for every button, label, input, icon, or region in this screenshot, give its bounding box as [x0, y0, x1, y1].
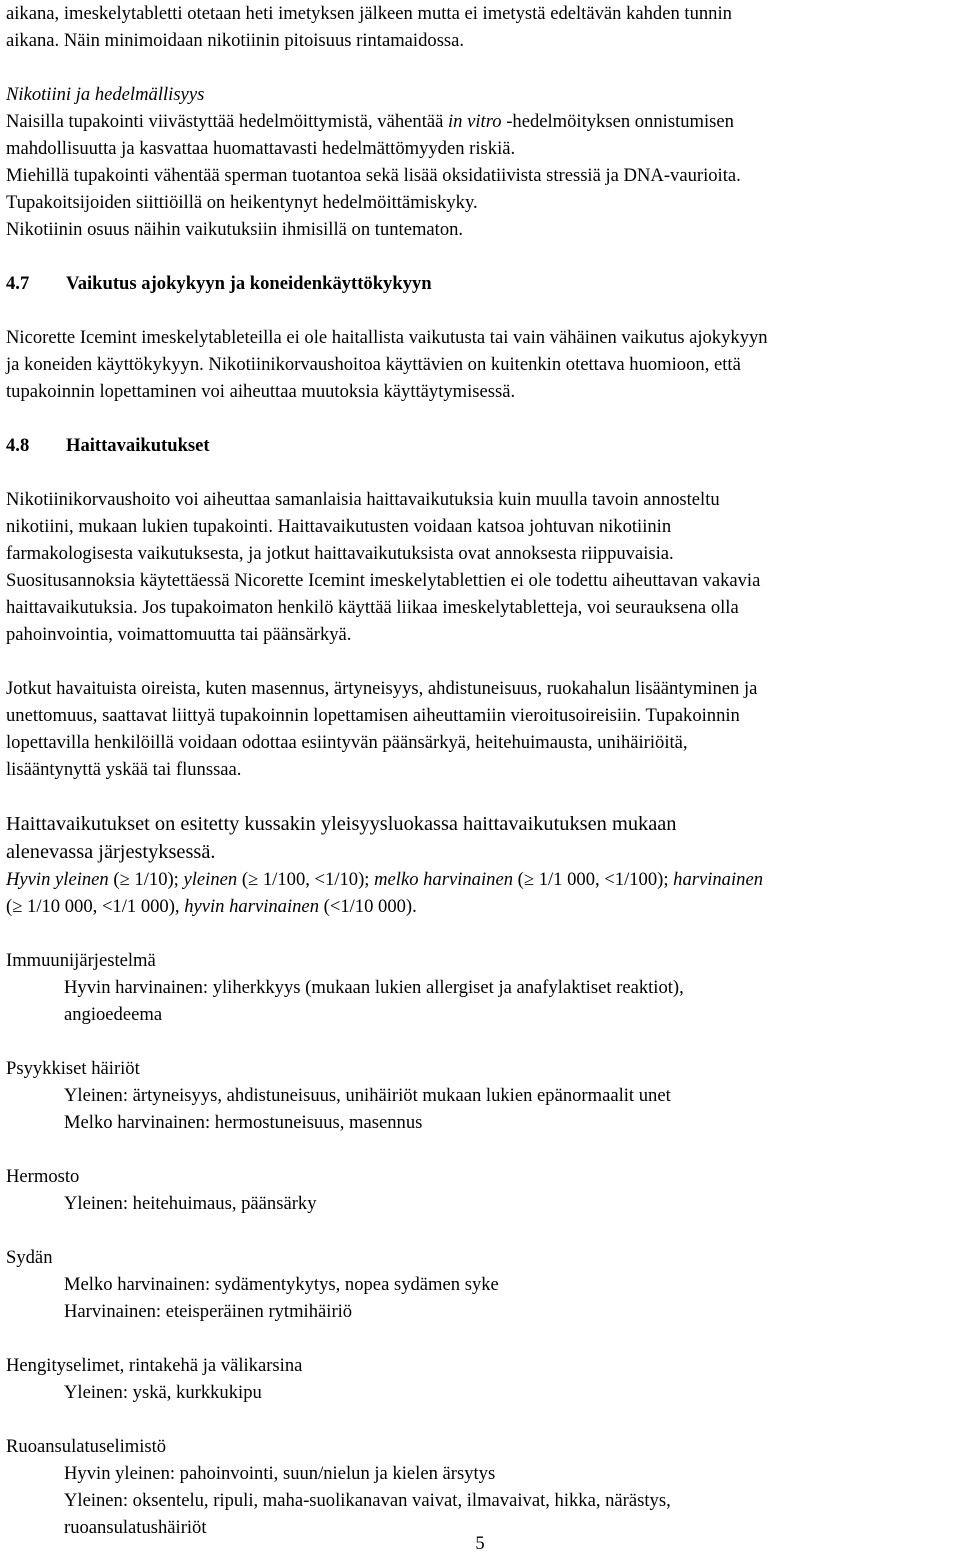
section-4-7-line-2: ja koneiden käyttökykyyn. Nikotiinikorvaushoitoa käyttävien on kuitenkin otettava huomioon, että	[6, 354, 741, 375]
adverse-para1-line-5: haittavaikutuksia. Jos tupakoimaton henkilö käyttää liikaa imeskelytabletteja, voi seurauksena olla	[6, 597, 739, 618]
fertility-heading: Nikotiini ja hedelmällisyys	[6, 84, 205, 105]
category-item: Yleinen: yskä, kurkkukipu	[64, 1382, 262, 1403]
intro-line-1: aikana, imeskelytabletti otetaan heti imetyksen jälkeen mutta ei imetystä edeltävän kahden tunnin	[6, 3, 732, 24]
adverse-category-gastrointestinal	[6, 1433, 954, 1541]
adverse-para1-line-1: Nikotiinikorvaushoito voi aiheuttaa samanlaisia haittavaikutuksia kuin muulla tavoin annosteltu	[6, 489, 720, 510]
frequency-intro-line-2: alenevassa järjestyksessä.	[6, 841, 216, 863]
frequency-intro-line-1: Haittavaikutukset on esitetty kussakin yleisyysluokassa haittavaikutuksen mukaan	[6, 813, 677, 835]
fertility-sperm-text: Tupakoitsijoiden siittiöillä on heikentynyt hedelmöittämiskyky.	[6, 192, 478, 213]
adverse-category-immune	[6, 947, 954, 1028]
category-name: Ruoansulatuselimistö	[6, 1436, 167, 1457]
adverse-para1-line-2: nikotiini, mukaan lukien tupakointi. Haittavaikutusten voidaan katsoa johtuvan nikotiinin	[6, 516, 672, 537]
page-number: 5	[475, 1533, 485, 1554]
category-item: Yleinen: heitehuimaus, päänsärky	[64, 1193, 317, 1214]
section-title: Haittavaikutukset	[66, 435, 210, 456]
section-4-8-heading	[6, 432, 954, 459]
frequency-definitions-line-1: Hyvin yleinen (≥ 1/10); yleinen (≥ 1/100, <1/10); melko harvinainen (≥ 1/1 000, <1/100); harvinainen	[6, 869, 763, 890]
category-item: Melko harvinainen: sydämentykytys, nopea sydämen syke	[64, 1274, 499, 1295]
category-item: Yleinen: ärtyneisyys, ahdistuneisuus, unihäiriöt mukaan lukien epänormaalit unet	[64, 1085, 671, 1106]
category-name: Sydän	[6, 1247, 53, 1268]
adverse-category-respiratory	[6, 1352, 954, 1406]
category-item: angioedeema	[64, 1004, 163, 1025]
adverse-para2-line-4: lisääntynyttä yskää tai flunssaa.	[6, 759, 242, 780]
category-item: ruoansulatushäiriöt	[64, 1517, 207, 1538]
category-name: Hermosto	[6, 1166, 80, 1187]
adverse-para1-line-3: farmakologisesta vaikutuksesta, ja jotkut haittavaikutuksista ovat annoksesta riippuvaisia.	[6, 543, 674, 564]
section-number: 4.8	[6, 435, 30, 456]
category-name: Hengityselimet, rintakehä ja välikarsina	[6, 1355, 303, 1376]
document-page	[6, 0, 954, 1541]
section-title: Vaikutus ajokykyyn ja koneidenkäyttökykyyn	[66, 273, 432, 294]
adverse-para2-line-1: Jotkut havaituista oireista, kuten masennus, ärtyneisyys, ahdistuneisuus, ruokahalun lisääntyminen ja	[6, 678, 758, 699]
category-name: Immuunijärjestelmä	[6, 950, 156, 971]
adverse-category-psychiatric	[6, 1055, 954, 1136]
section-4-7-line-1: Nicorette Icemint imeskelytableteilla ei ole haitallista vaikutusta tai vain vähäinen vaikutus ajokykyyn	[6, 327, 768, 348]
adverse-para1-line-6: pahoinvointia, voimattomuutta tai päänsärkyä.	[6, 624, 352, 645]
adverse-para2-line-2: unettomuus, saattavat liittyä tupakoinnin lopettamisen aiheuttamiin vieroitusoireisiin. Tupakoinnin	[6, 705, 740, 726]
category-item: Melko harvinainen: hermostuneisuus, masennus	[64, 1112, 423, 1133]
category-item: Yleinen: oksentelu, ripuli, maha-suolikanavan vaivat, ilmavaivat, hikka, närästys,	[64, 1490, 671, 1511]
fertility-nicotine-text: Nikotiinin osuus näihin vaikutuksiin ihmisillä on tuntematon.	[6, 219, 464, 240]
fertility-men-text: Miehillä tupakointi vähentää sperman tuotantoa sekä lisää oksidatiivista stressiä ja DNA-vaurioita.	[6, 165, 741, 186]
section-4-7-heading	[6, 270, 954, 297]
fertility-paragraph-line-1: Naisilla tupakointi viivästyttää hedelmöittymistä, vähentää in vitro -hedelmöityksen onnistumisen	[6, 111, 734, 132]
fertility-paragraph-line-2: mahdollisuutta ja kasvattaa huomattavasti hedelmättömyyden riskiä.	[6, 138, 516, 159]
category-item: Hyvin yleinen: pahoinvointi, suun/nielun ja kielen ärsytys	[64, 1463, 496, 1484]
adverse-para1-line-4: Suositusannoksia käytettäessä Nicorette Icemint imeskelytablettien ei ole todettu aiheuttavan vakavia	[6, 570, 761, 591]
section-number: 4.7	[6, 273, 30, 294]
category-name: Psyykkiset häiriöt	[6, 1058, 140, 1079]
intro-line-2: aikana. Näin minimoidaan nikotiinin pitoisuus rintamaidossa.	[6, 30, 465, 51]
frequency-definitions-line-2: (≥ 1/10 000, <1/1 000), hyvin harvinainen (<1/10 000).	[6, 896, 417, 917]
category-item: Hyvin harvinainen: yliherkkyys (mukaan lukien allergiset ja anafylaktiset reaktiot),	[64, 977, 684, 998]
category-item: Harvinainen: eteisperäinen rytmihäiriö	[64, 1301, 353, 1322]
adverse-para2-line-3: lopettavilla henkilöillä voidaan odottaa esiintyvän päänsärkyä, heitehuimausta, unihäiriöitä,	[6, 732, 688, 753]
adverse-category-cardiac	[6, 1244, 954, 1325]
section-4-7-line-3: tupakoinnin lopettaminen voi aiheuttaa muutoksia käyttäytymisessä.	[6, 381, 516, 402]
adverse-category-nervous	[6, 1163, 954, 1217]
